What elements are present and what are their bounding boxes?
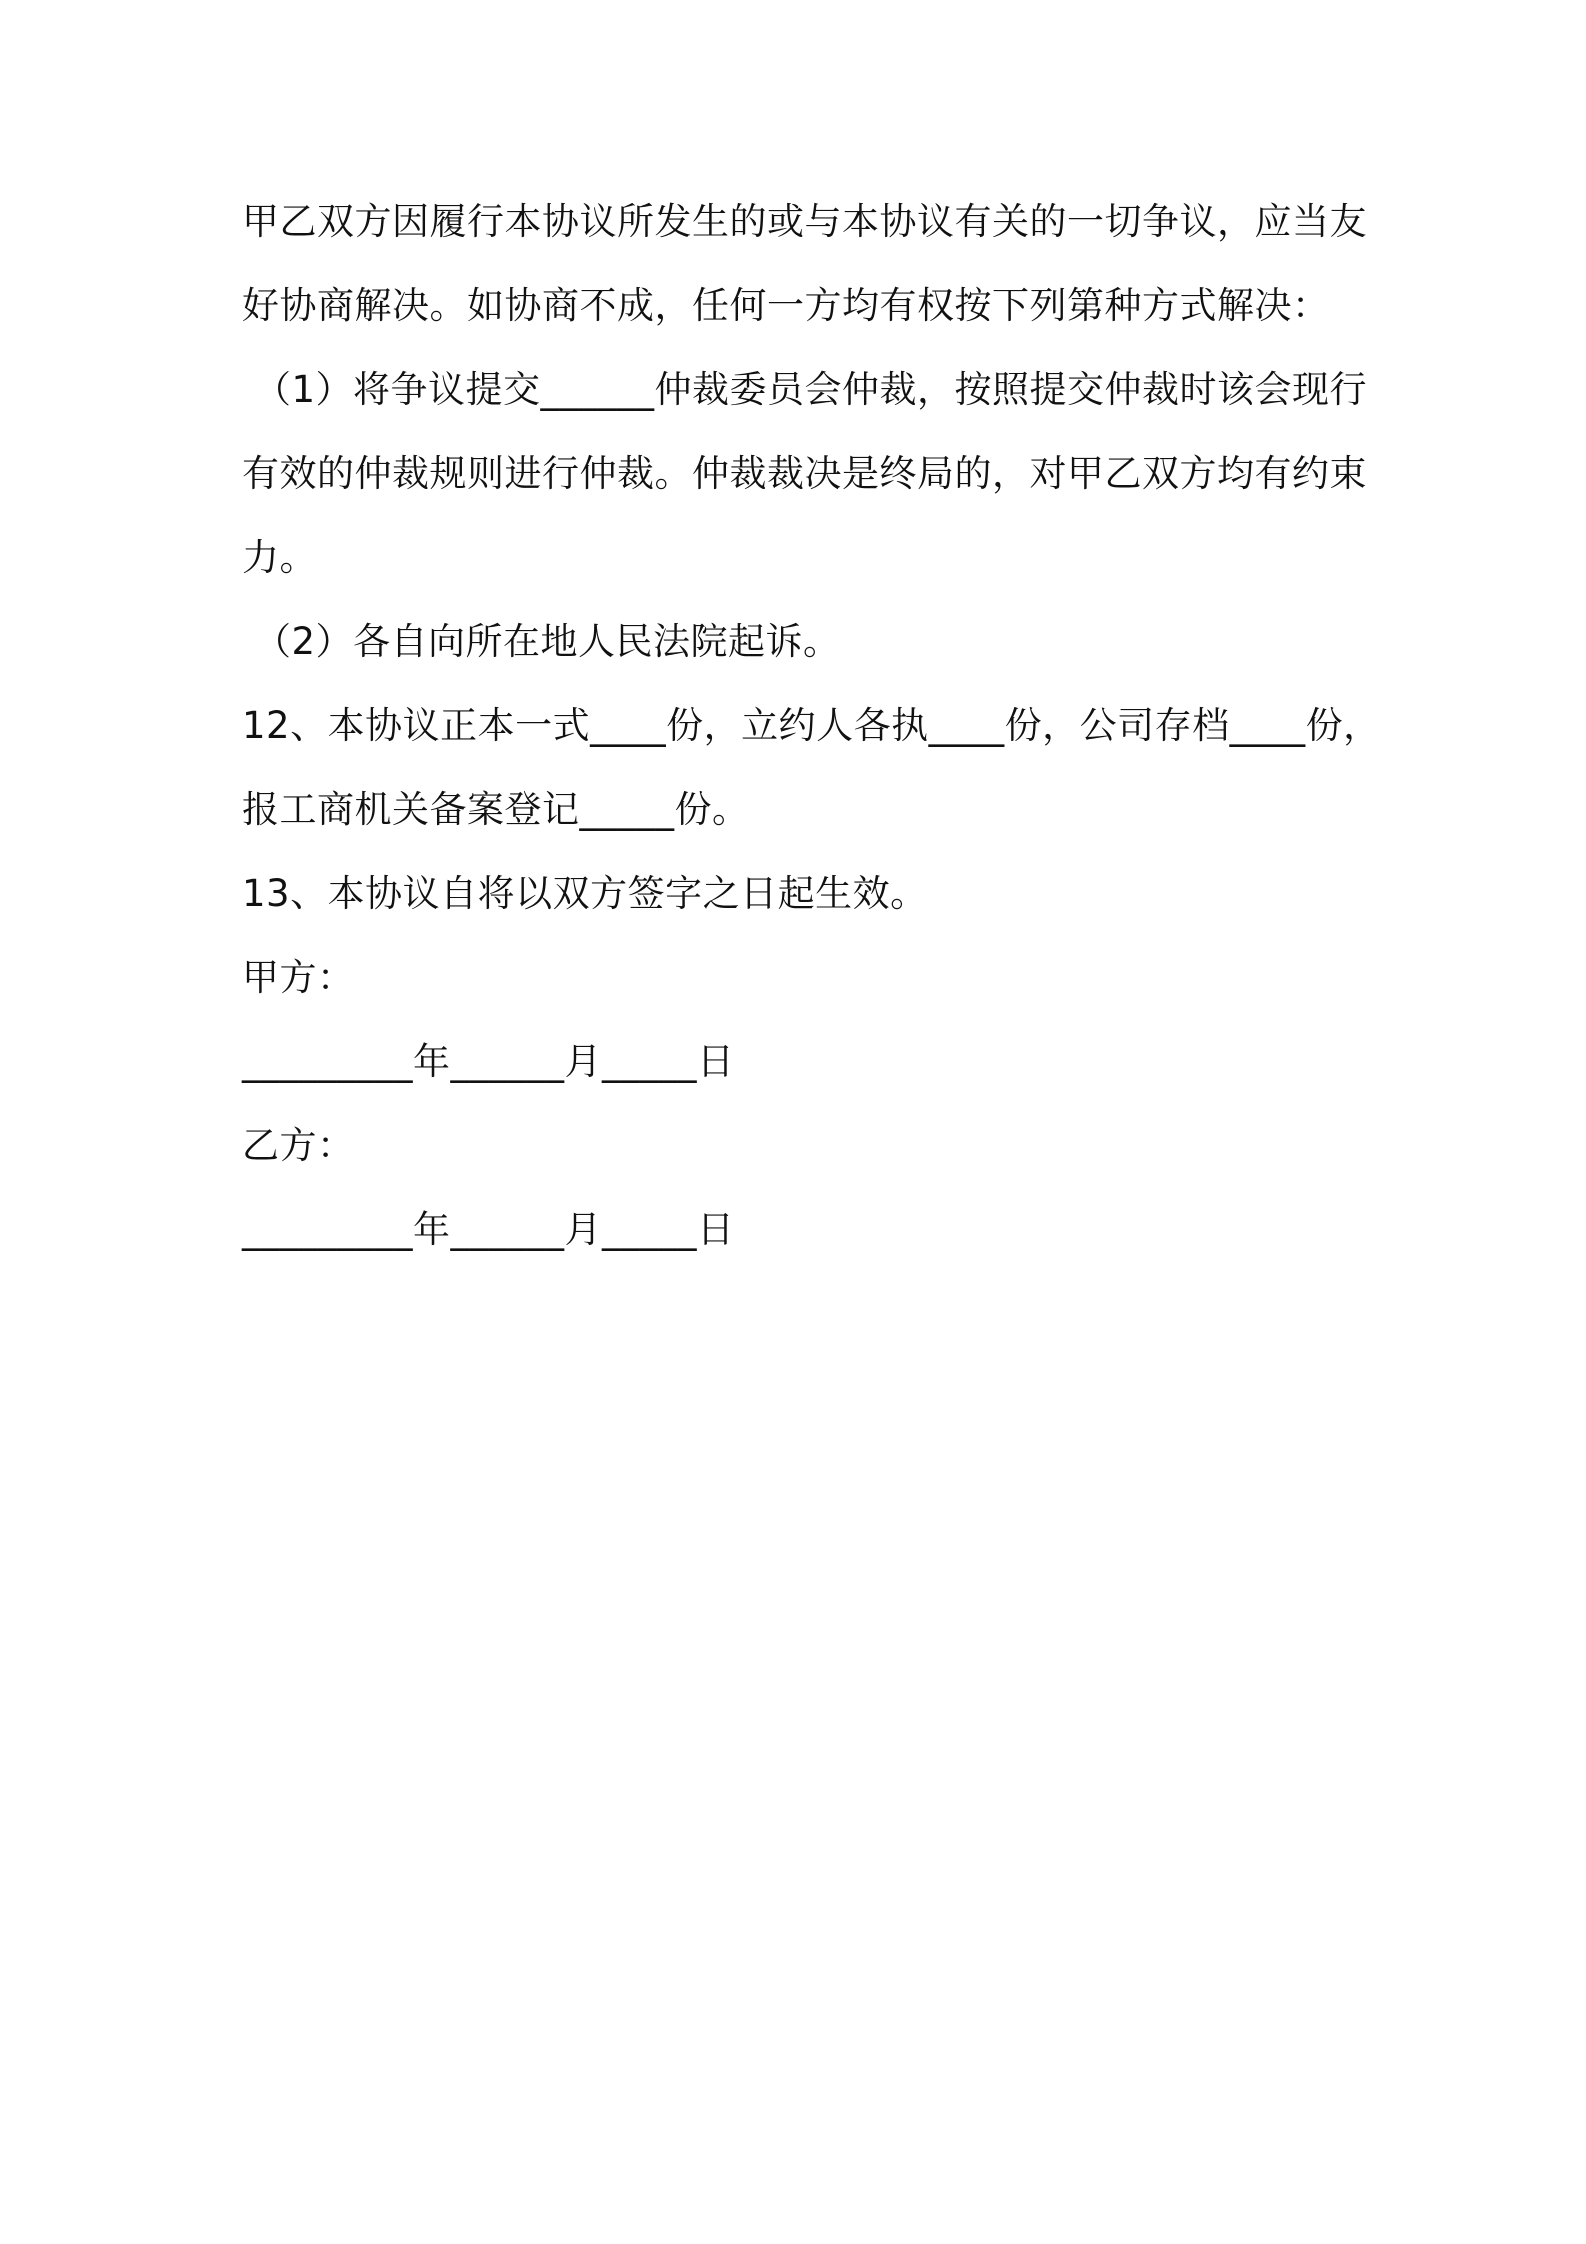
arbitration-option-line-2: 有效的仲裁规则进行仲裁。仲裁裁决是终局的，对甲乙双方均有约束 — [242, 452, 1367, 495]
arbitration-option-line-1: （1）将争议提交______仲裁委员会仲裁，按照提交仲裁时该会现行 — [254, 368, 1368, 411]
copies-clause-line-2: 报工商机关备案登记_____份。 — [242, 788, 750, 831]
copies-clause-line-1: 12、本协议正本一式____份，立约人各执____份，公司存档____份， — [242, 704, 1381, 747]
party-b-label: 乙方： — [242, 1124, 355, 1167]
party-b-date-line: _________年______月_____日 — [242, 1208, 735, 1251]
party-a-label: 甲方： — [242, 956, 355, 999]
party-a-date-line: _________年______月_____日 — [242, 1040, 735, 1083]
dispute-clause-line-2: 好协商解决。如协商不成，任何一方均有权按下列第种方式解决： — [242, 284, 1330, 327]
court-option-line: （2）各自向所在地人民法院起诉。 — [254, 620, 841, 663]
dispute-clause-line-1: 甲乙双方因履行本协议所发生的或与本协议有关的一切争议，应当友 — [242, 200, 1367, 243]
effective-clause-line: 13、本协议自将以双方签字之日起生效。 — [242, 872, 928, 915]
arbitration-option-line-3: 力。 — [242, 536, 317, 579]
